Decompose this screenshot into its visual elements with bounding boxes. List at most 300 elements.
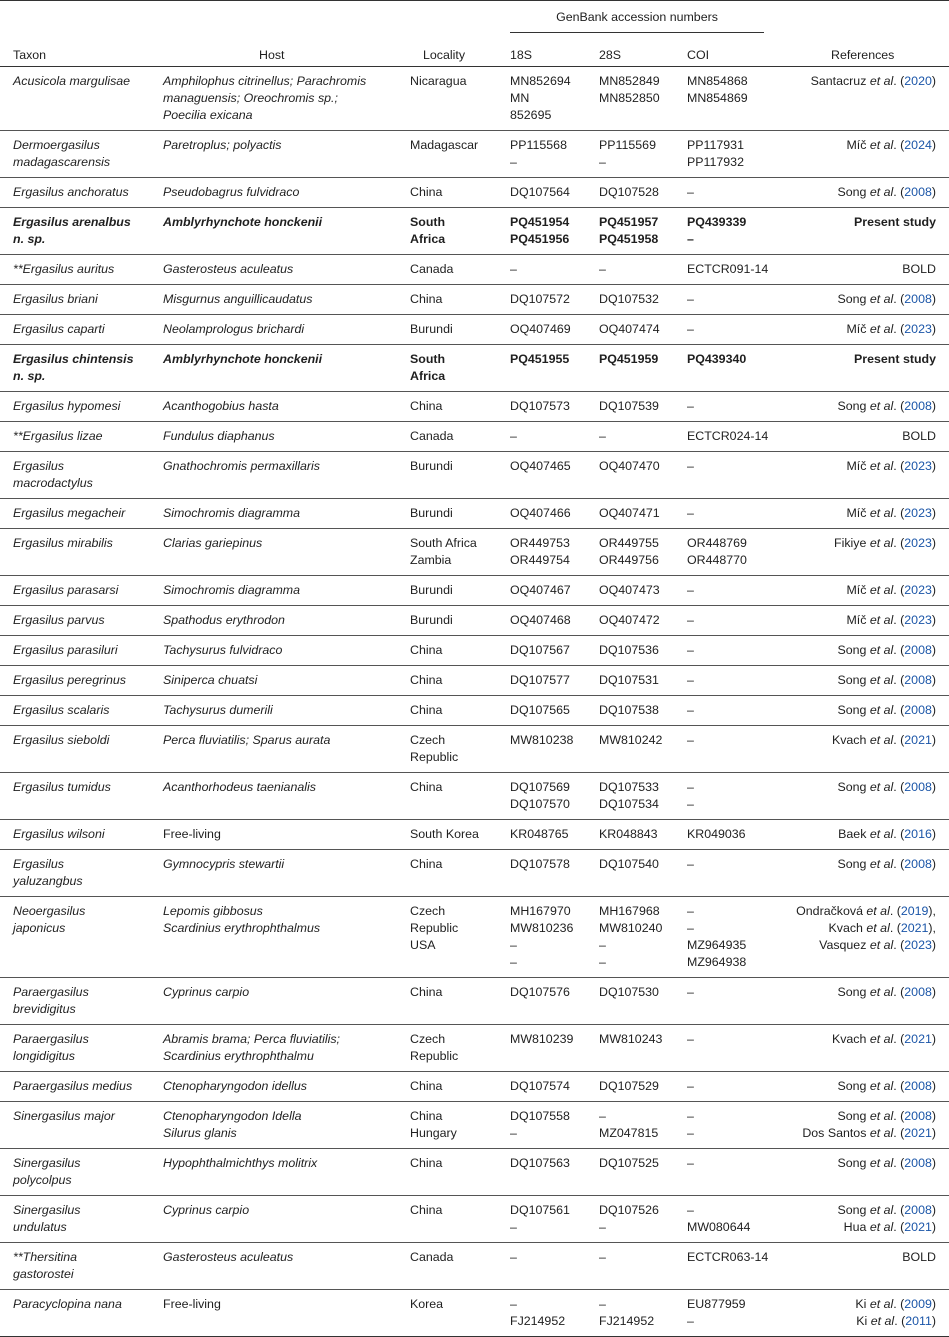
reference-cell — [787, 732, 949, 766]
reference-cell — [787, 826, 949, 843]
reference-year-link[interactable]: 2021 — [904, 733, 932, 747]
accession-28s-cell: – MZ047815 — [599, 1109, 659, 1140]
reference-citation: Song et al. (2008) — [837, 780, 936, 794]
reference-citation: Santacruz et al. (2020) — [810, 74, 936, 88]
reference-citation: Song et al. (2008) — [837, 1079, 936, 1093]
accession-coi-cell: PP117931 PP117932 — [687, 138, 744, 169]
table-row — [0, 773, 949, 820]
accession-coi-cell: OR448769 OR448770 — [687, 536, 747, 567]
locality-cell: Burundi — [410, 583, 453, 597]
reference-cell — [787, 1155, 949, 1189]
table-row — [0, 1290, 949, 1337]
accession-28s-cell: PQ451959 — [599, 352, 659, 366]
accession-28s-cell: – — [599, 262, 606, 276]
accession-18s-cell: – — [510, 262, 517, 276]
reference-cell: BOLD — [902, 1250, 936, 1264]
reference-cell — [787, 984, 949, 1018]
host-cell: Lepomis gibbosus Scardinius erythrophthalmus — [163, 904, 321, 935]
accession-28s-cell: DQ107526 – — [599, 1203, 659, 1234]
accession-18s-cell: MW810239 — [510, 1032, 574, 1046]
host-cell: Ctenopharyngodon Idella Silurus glanis — [163, 1109, 302, 1140]
accession-28s-cell: PP115569 – — [599, 138, 656, 169]
accession-28s-cell: OQ407472 — [599, 613, 660, 627]
taxon-cell: Paraergasilus longidigitus — [13, 1032, 89, 1063]
host-cell: Amphilophus citrinellus; Parachromis managuensis; Oreochromis sp.; Poecilia exicana — [163, 74, 367, 122]
locality-cell: Nicaragua — [410, 74, 467, 88]
taxon-cell: Ergasilus parasiluri — [13, 643, 118, 657]
reference-year-link[interactable]: 2024 — [904, 138, 932, 152]
host-cell: Paretroplus; polyactis — [163, 138, 282, 152]
accession-coi-cell: – — [687, 643, 694, 657]
taxon-cell: Ergasilus scalaris — [13, 703, 110, 717]
reference-citation: Hua et al. (2021) — [843, 1220, 936, 1234]
reference-cell — [787, 184, 949, 201]
reference-citation: Song et al. (2008) — [837, 292, 936, 306]
reference-citation: Míč et al. (2023) — [846, 613, 936, 627]
accession-28s-cell: DQ107525 — [599, 1156, 659, 1170]
table-row — [0, 499, 949, 529]
table-row — [0, 666, 949, 696]
reference-cell — [787, 458, 949, 492]
accession-28s-cell: MN852849 MN852850 — [599, 74, 660, 105]
reference-citation: Song et al. (2008) — [837, 857, 936, 871]
locality-cell: Czech Republic — [410, 733, 459, 764]
accession-18s-cell: DQ107573 — [510, 399, 570, 413]
locality-cell: Canada — [410, 1250, 454, 1264]
accession-18s-cell: MH167970 MW810236 – – — [510, 904, 574, 969]
table-row — [0, 1102, 949, 1149]
reference-year-link[interactable]: 2023 — [904, 583, 932, 597]
reference-year-link[interactable]: 2008 — [904, 1156, 932, 1170]
table-row — [0, 315, 949, 345]
reference-cell — [787, 612, 949, 629]
reference-cell — [787, 672, 949, 689]
accession-28s-cell: PQ451957 PQ451958 — [599, 215, 659, 246]
accession-18s-cell: PP115568 – — [510, 138, 567, 169]
genbank-group-rule — [510, 32, 764, 33]
reference-cell — [787, 1031, 949, 1065]
reference-citation: Song et al. (2008) — [837, 1203, 936, 1217]
reference-year-link[interactable]: 2023 — [904, 322, 932, 336]
accession-18s-cell: DQ107574 — [510, 1079, 570, 1093]
taxon-cell: Paraergasilus medius — [13, 1079, 133, 1093]
table-row — [0, 422, 949, 452]
header-taxon: Taxon — [13, 48, 47, 62]
accession-coi-cell: EU877959 – — [687, 1297, 746, 1328]
host-cell: Free-living — [163, 827, 221, 841]
taxon-cell: Acusicola margulisae — [13, 74, 131, 88]
reference-citation: Baek et al. (2016) — [838, 827, 936, 841]
accession-28s-cell: – FJ214952 — [599, 1297, 655, 1328]
accession-18s-cell: MW810238 — [510, 733, 574, 747]
host-cell: Cyprinus carpio — [163, 1203, 250, 1217]
reference-cell: Present study — [854, 215, 936, 229]
table-row — [0, 345, 949, 392]
accession-28s-cell: – — [599, 1250, 606, 1264]
reference-cell — [787, 535, 949, 569]
accession-coi-cell: – — [687, 985, 694, 999]
reference-citation: Ki et al. (2009) — [855, 1297, 936, 1311]
taxon-cell: Sinergasilus undulatus — [13, 1203, 81, 1234]
locality-cell: China — [410, 1203, 443, 1217]
reference-citation: Míč et al. (2024) — [846, 138, 936, 152]
taxon-cell: **Ergasilus auritus — [13, 262, 115, 276]
accession-coi-cell: – — [687, 1156, 694, 1170]
accession-28s-cell: MW810242 — [599, 733, 663, 747]
host-cell: Perca fluviatilis; Sparus aurata — [163, 733, 331, 747]
accession-coi-cell: KR049036 — [687, 827, 746, 841]
reference-year-link[interactable]: 2021 — [904, 1220, 932, 1234]
accession-28s-cell: DQ107532 — [599, 292, 659, 306]
table-row — [0, 636, 949, 666]
reference-year-link[interactable]: 2023 — [904, 536, 932, 550]
locality-cell: Madagascar — [410, 138, 479, 152]
locality-cell: China — [410, 643, 443, 657]
locality-cell: Czech Republic USA — [410, 904, 459, 952]
host-cell: Siniperca chuatsi — [163, 673, 258, 687]
locality-cell: China Hungary — [410, 1109, 457, 1140]
host-cell: Misgurnus anguillicaudatus — [163, 292, 313, 306]
table-row — [0, 285, 949, 315]
accession-coi-cell: – — [687, 1032, 694, 1046]
table-row — [0, 131, 949, 178]
accession-28s-cell: DQ107531 — [599, 673, 659, 687]
reference-citation: Song et al. (2008) — [837, 1109, 936, 1123]
accession-18s-cell: OQ407468 — [510, 613, 571, 627]
table-row — [0, 67, 949, 131]
reference-cell — [787, 291, 949, 308]
reference-cell — [787, 321, 949, 338]
table-row — [0, 897, 949, 978]
host-cell: Abramis brama; Perca fluviatilis; Scardinius erythrophthalmu — [163, 1032, 340, 1063]
taxon-cell: Ergasilus hypomesi — [13, 399, 121, 413]
reference-year-link[interactable]: 2008 — [904, 703, 932, 717]
taxon-cell: Ergasilus parvus — [13, 613, 105, 627]
host-cell: Free-living — [163, 1297, 221, 1311]
locality-cell: Burundi — [410, 613, 453, 627]
table-row — [0, 1149, 949, 1196]
reference-year-link[interactable]: 2023 — [904, 459, 932, 473]
reference-year-link[interactable]: 2008 — [904, 673, 932, 687]
table-row — [0, 1196, 949, 1243]
host-cell: Gasterosteus aculeatus — [163, 262, 294, 276]
taxon-cell: **Ergasilus lizae — [13, 429, 103, 443]
reference-cell — [787, 903, 949, 971]
accession-coi-cell: – — [687, 1079, 694, 1093]
table-row — [0, 576, 949, 606]
table-row — [0, 1243, 949, 1290]
table-row — [0, 696, 949, 726]
accession-coi-cell: – – MZ964935 MZ964938 — [687, 904, 747, 969]
locality-cell: South Africa — [410, 215, 446, 246]
host-cell: Hypophthalmichthys molitrix — [163, 1156, 318, 1170]
accession-coi-cell: – — [687, 399, 694, 413]
accession-18s-cell: DQ107576 — [510, 985, 570, 999]
reference-year-link[interactable]: 2016 — [904, 827, 932, 841]
taxon-cell: Paracyclopina nana — [13, 1297, 122, 1311]
accession-28s-cell: OQ407470 — [599, 459, 660, 473]
locality-cell: China — [410, 1079, 443, 1093]
accession-28s-cell: – — [599, 429, 606, 443]
header-locality: Locality — [423, 48, 466, 62]
reference-year-link[interactable]: 2008 — [904, 857, 932, 871]
locality-cell: China — [410, 1156, 443, 1170]
locality-cell: Czech Republic — [410, 1032, 459, 1063]
reference-year-link[interactable]: 2011 — [905, 1314, 932, 1328]
reference-cell — [787, 137, 949, 171]
reference-citation: Dos Santos et al. (2021) — [802, 1126, 936, 1140]
accession-18s-cell: DQ107567 — [510, 643, 570, 657]
host-cell: Simochromis diagramma — [163, 583, 301, 597]
accession-18s-cell: OQ407467 — [510, 583, 571, 597]
accession-18s-cell: – FJ214952 — [510, 1297, 566, 1328]
taxon-cell: **Thersitina gastorostei — [13, 1250, 78, 1281]
host-cell: Gnathochromis permaxillaris — [163, 459, 321, 473]
accession-18s-cell: DQ107565 — [510, 703, 570, 717]
host-cell: Clarias gariepinus — [163, 536, 263, 550]
host-cell: Tachysurus dumerili — [163, 703, 273, 717]
reference-year-link[interactable]: 2019 — [900, 904, 929, 918]
reference-citation: Song et al. (2008) — [837, 1156, 936, 1170]
accession-18s-cell: DQ107578 — [510, 857, 570, 871]
reference-citation: Ondračková et al. (2019), — [796, 904, 936, 918]
taxon-cell: Ergasilus megacheir — [13, 506, 126, 520]
taxon-cell: Ergasilus wilsoni — [13, 827, 105, 841]
accession-28s-cell: OR449755 OR449756 — [599, 536, 659, 567]
table-row — [0, 726, 949, 773]
reference-year-link[interactable]: 2008 — [904, 1109, 932, 1123]
accession-coi-cell: ECTCR063-14 — [687, 1250, 769, 1264]
locality-cell: Burundi — [410, 459, 453, 473]
header-28s: 28S — [599, 48, 622, 62]
table-row — [0, 392, 949, 422]
locality-cell: South Africa — [410, 352, 446, 383]
table-row — [0, 452, 949, 499]
reference-cell — [787, 1108, 949, 1142]
taxon-cell: Sinergasilus major — [13, 1109, 115, 1123]
table-row — [0, 1072, 949, 1102]
accession-18s-cell: DQ107569 DQ107570 — [510, 780, 570, 811]
table-header — [0, 1, 949, 67]
taxon-cell: Ergasilus peregrinus — [13, 673, 126, 687]
reference-citation: Song et al. (2008) — [837, 185, 936, 199]
locality-cell: Burundi — [410, 322, 453, 336]
reference-cell — [787, 779, 949, 813]
table-row — [0, 1025, 949, 1072]
taxon-cell: Ergasilus tumidus — [13, 780, 111, 794]
host-cell: Tachysurus fulvidraco — [163, 643, 283, 657]
reference-citation: Fikiye et al. (2023) — [834, 536, 936, 550]
accession-18s-cell: OQ407466 — [510, 506, 571, 520]
table-body — [0, 67, 949, 1337]
reference-year-link[interactable]: 2023 — [904, 613, 932, 627]
accession-18s-cell: KR048765 — [510, 827, 569, 841]
accession-coi-cell: – – — [687, 780, 694, 811]
locality-cell: China — [410, 857, 443, 871]
locality-cell: South Korea — [410, 827, 479, 841]
taxon-cell: Ergasilus mirabilis — [13, 536, 113, 550]
accession-18s-cell: – — [510, 1250, 517, 1264]
reference-cell — [787, 505, 949, 522]
taxon-cell: Neoergasilus japonicus — [13, 904, 86, 935]
reference-year-link[interactable]: 2008 — [904, 780, 932, 794]
reference-citation: Kvach et al. (2021) — [831, 733, 936, 747]
accession-coi-cell: – — [687, 673, 694, 687]
accession-18s-cell: DQ107563 — [510, 1156, 570, 1170]
reference-year-link[interactable]: 2008 — [904, 643, 932, 657]
header-references: References — [831, 48, 895, 62]
reference-citation: Vasquez et al. (2023) — [819, 938, 936, 952]
taxon-cell: Ergasilus yaluzangbus — [13, 857, 83, 888]
reference-cell: Present study — [854, 352, 936, 366]
reference-year-link[interactable]: 2008 — [904, 399, 932, 413]
header-18s: 18S — [510, 48, 533, 62]
accession-coi-cell: ECTCR024-14 — [687, 429, 769, 443]
reference-citation: Ki et al. (2011) — [856, 1314, 936, 1328]
accession-28s-cell: KR048843 — [599, 827, 658, 841]
locality-cell: Korea — [410, 1297, 444, 1311]
reference-year-link[interactable]: 2021 — [904, 1032, 932, 1046]
accession-18s-cell: DQ107561 – — [510, 1203, 570, 1234]
reference-year-link[interactable]: 2008 — [904, 985, 932, 999]
accession-18s-cell: OQ407469 — [510, 322, 571, 336]
reference-year-link[interactable]: 2008 — [904, 185, 932, 199]
reference-year-link[interactable]: 2008 — [904, 1079, 932, 1093]
accession-18s-cell: – — [510, 429, 517, 443]
accession-28s-cell: DQ107529 — [599, 1079, 659, 1093]
locality-cell: Canada — [410, 429, 454, 443]
reference-year-link[interactable]: 2020 — [904, 74, 932, 88]
reference-year-link[interactable]: 2009 — [904, 1297, 932, 1311]
accession-18s-cell: OR449753 OR449754 — [510, 536, 570, 567]
accession-coi-cell: – — [687, 322, 694, 336]
taxon-cell: Ergasilus briani — [13, 292, 98, 306]
accession-28s-cell: OQ407471 — [599, 506, 660, 520]
table-row — [0, 255, 949, 285]
table-row — [0, 820, 949, 850]
locality-cell: China — [410, 673, 443, 687]
header-host: Host — [259, 48, 285, 62]
reference-cell — [787, 398, 949, 415]
host-cell: Amblyrhynchote honckenii — [163, 352, 323, 366]
accession-28s-cell: OQ407474 — [599, 322, 660, 336]
reference-cell — [787, 856, 949, 890]
accession-18s-cell: PQ451954 PQ451956 — [510, 215, 570, 246]
genbank-group-label: GenBank accession numbers — [556, 10, 718, 24]
locality-cell: China — [410, 703, 443, 717]
accession-coi-cell: – – — [687, 1109, 694, 1140]
accession-coi-cell: PQ439339 – — [687, 215, 747, 246]
table-row — [0, 850, 949, 897]
locality-cell: South Africa Zambia — [410, 536, 477, 567]
accession-coi-cell: – — [687, 459, 694, 473]
accession-coi-cell: – — [687, 583, 694, 597]
reference-cell: BOLD — [902, 262, 936, 276]
host-cell: Acanthorhodeus taenianalis — [163, 780, 316, 794]
reference-year-link[interactable]: 2023 — [904, 506, 932, 520]
accession-coi-cell: MN854868 MN854869 — [687, 74, 748, 105]
reference-citation: Song et al. (2008) — [837, 985, 936, 999]
taxon-cell: Dermoergasilus madagascarensis — [13, 138, 111, 169]
host-cell: Acanthogobius hasta — [163, 399, 279, 413]
locality-cell: China — [410, 780, 443, 794]
accession-28s-cell: DQ107533 DQ107534 — [599, 780, 659, 811]
locality-cell: China — [410, 399, 443, 413]
accession-coi-cell: – MW080644 — [687, 1203, 751, 1234]
accession-18s-cell: MN852694 MN 852695 — [510, 74, 571, 122]
reference-citation: Míč et al. (2023) — [846, 506, 936, 520]
accession-18s-cell: PQ451955 — [510, 352, 570, 366]
host-cell: Neolamprologus brichardi — [163, 322, 305, 336]
table-row — [0, 208, 949, 255]
reference-cell — [787, 642, 949, 659]
table-row — [0, 178, 949, 208]
accession-28s-cell: DQ107536 — [599, 643, 659, 657]
table-row — [0, 606, 949, 636]
reference-citation: Míč et al. (2023) — [846, 459, 936, 473]
reference-citation: Míč et al. (2023) — [846, 322, 936, 336]
taxon-cell: Ergasilus anchoratus — [13, 185, 129, 199]
taxon-cell: Ergasilus parasarsi — [13, 583, 119, 597]
table-row — [0, 529, 949, 576]
accession-coi-cell: – — [687, 185, 694, 199]
reference-citation: Song et al. (2008) — [837, 673, 936, 687]
reference-cell — [787, 582, 949, 599]
accession-28s-cell: MW810243 — [599, 1032, 663, 1046]
reference-year-link[interactable]: 2008 — [904, 292, 932, 306]
reference-year-link[interactable]: 2021 — [900, 921, 929, 935]
taxon-cell: Ergasilus arenalbus n. sp. — [13, 215, 131, 246]
locality-cell: China — [410, 292, 443, 306]
accession-28s-cell: MH167968 MW810240 – – — [599, 904, 663, 969]
locality-cell: Canada — [410, 262, 454, 276]
accession-coi-cell: – — [687, 733, 694, 747]
reference-citation: Kvach et al. (2021) — [831, 1032, 936, 1046]
taxon-cell: Ergasilus sieboldi — [13, 733, 110, 747]
reference-year-link[interactable]: 2021 — [904, 1126, 932, 1140]
accession-28s-cell: DQ107539 — [599, 399, 659, 413]
taxon-cell: Ergasilus caparti — [13, 322, 105, 336]
taxon-cell: Ergasilus macrodactylus — [13, 459, 93, 490]
reference-citation: Song et al. (2008) — [837, 399, 936, 413]
host-cell: Cyprinus carpio — [163, 985, 250, 999]
accession-coi-cell: – — [687, 506, 694, 520]
locality-cell: China — [410, 185, 443, 199]
accession-coi-cell: – — [687, 292, 694, 306]
accession-18s-cell: OQ407465 — [510, 459, 571, 473]
accession-28s-cell: OQ407473 — [599, 583, 660, 597]
taxon-cell: Sinergasilus polycolpus — [13, 1156, 81, 1187]
taxon-cell: Paraergasilus brevidigitus — [13, 985, 89, 1016]
accession-28s-cell: DQ107540 — [599, 857, 659, 871]
host-cell: Ctenopharyngodon idellus — [163, 1079, 307, 1093]
host-cell: Amblyrhynchote honckenii — [163, 215, 323, 229]
accession-18s-cell: DQ107558 – — [510, 1109, 570, 1140]
reference-cell — [787, 1078, 949, 1095]
table-row — [0, 978, 949, 1025]
accession-18s-cell: DQ107564 — [510, 185, 570, 199]
accession-coi-cell: – — [687, 703, 694, 717]
header-coi: COI — [687, 48, 710, 62]
reference-year-link[interactable]: 2008 — [904, 1203, 932, 1217]
reference-citation: Song et al. (2008) — [837, 643, 936, 657]
reference-cell — [787, 1296, 949, 1330]
accession-coi-cell: PQ439340 — [687, 352, 747, 366]
reference-year-link[interactable]: 2023 — [904, 938, 932, 952]
reference-cell: BOLD — [902, 429, 936, 443]
taxon-cell: Ergasilus chintensis n. sp. — [13, 352, 134, 383]
reference-citation: Kvach et al. (2021), — [828, 921, 936, 935]
